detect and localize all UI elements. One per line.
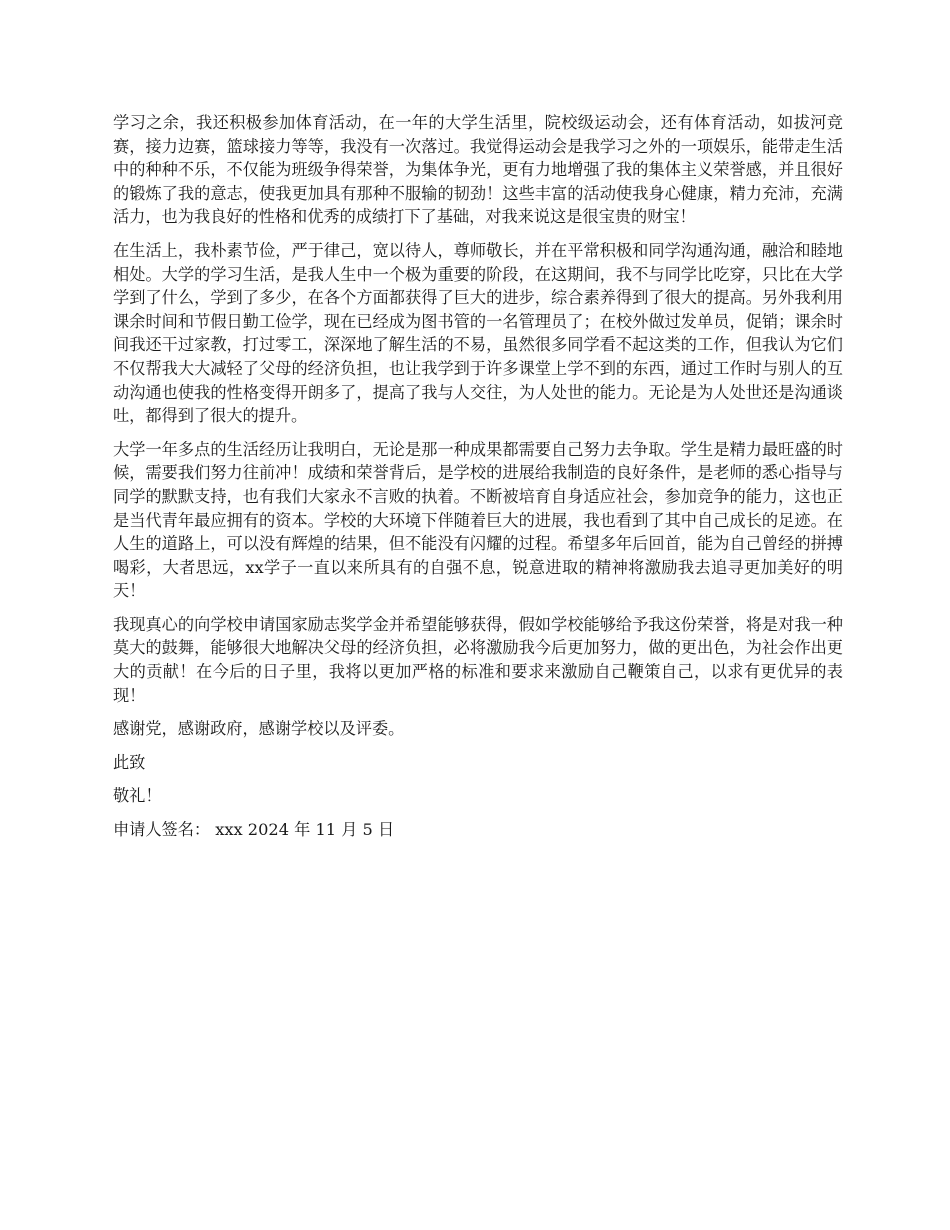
paragraph-application: 我现真心的向学校申请国家励志奖学金并希望能够获得，假如学校能够给予我这份荣誉，将是对我一种莫大的鼓舞，能够很大地解决父母的经济负担，必将激励我今后更加努力，做的更出色，为社会作出更大的贡献！在今后的日子里，我将以更加严格的标准和要求来激励自己鞭策自己，以求有更优异的表现！ [113,614,843,705]
paragraph-sports: 学习之余，我还积极参加体育活动，在一年的大学生活里，院校级运动会，还有体育活动，如拔河竞赛，接力边赛，篮球接力等等，我没有一次落过。我觉得运动会是我学习之外的一项娱乐，能带走生活中的种种不乐，不仅能为班级争得荣誉，为集体争光，更有力地增强了我的集体主义荣誉感，并且很好的锻炼了我的意志，使我更加具有那种不服输的韧劲！这些丰富的活动使我身心健康，精力充沛，充满活力，也为我良好的性格和优秀的成绩打下了基础，对我来说这是很宝贵的财宝！ [113,113,843,227]
paragraph-life: 在生活上，我朴素节俭，严于律己，宽以待人，尊师敬长，并在平常积极和同学沟通沟通，融洽和睦地相处。大学的学习生活，是我人生中一个极为重要的阶段，在这期间，我不与同学比吃穿，只比在大学学到了什么，学到了多少，在各个方面都获得了巨大的进步，综合素养得到了很大的提高。另外我利用课余时间和节假日勤工俭学，现在已经成为图书管的一名管理员了；在校外做过发单员，促销；课余时间我还干过家教，打过零工，深深地了解生活的不易，虽然很多同学看不起这类的工作，但我认为它们不仅帮我大大减轻了父母的经济负担，也让我学到于许多课堂上学不到的东西，通过工作时与别人的互动沟通也使我的性格变得开朗多了，提高了我与人交往，为人处世的能力。无论是为人处世还是沟通谈吐，都得到了很大的提升。 [113,240,843,426]
paragraph-thanks: 感谢党，感谢政府，感谢学校以及评委。 [113,719,405,739]
paragraph-experience: 大学一年多点的生活经历让我明白，无论是那一种成果都需要自己努力去争取。学生是精力最旺盛的时候，需要我们努力往前冲！成绩和荣誉背后，是学校的进展给我制造的良好条件，是老师的悉心指导与同学的默默支持，也有我们大家永不言败的执着。不断被培育自身适应社会，参加竞争的能力，这也正是当代青年最应拥有的资本。学校的大环境下伴随着巨大的进展，我也看到了其中自己成长的足迹。在人生的道路上，可以没有辉煌的结果，但不能没有闪耀的过程。希望多年后回首，能为自己曾经的拼搏喝彩，大者思远，xx学子一直以来所具有的自强不息，锐意进取的精神将激励我去追寻更加美好的明天！ [113,439,843,601]
closing-respect: 敬礼！ [113,786,162,806]
applicant-signature-date: 申请人签名： xxx 2024 年 11 月 5 日 [113,820,395,840]
document-body [113,111,843,852]
closing-salutation: 此致 [113,752,146,772]
